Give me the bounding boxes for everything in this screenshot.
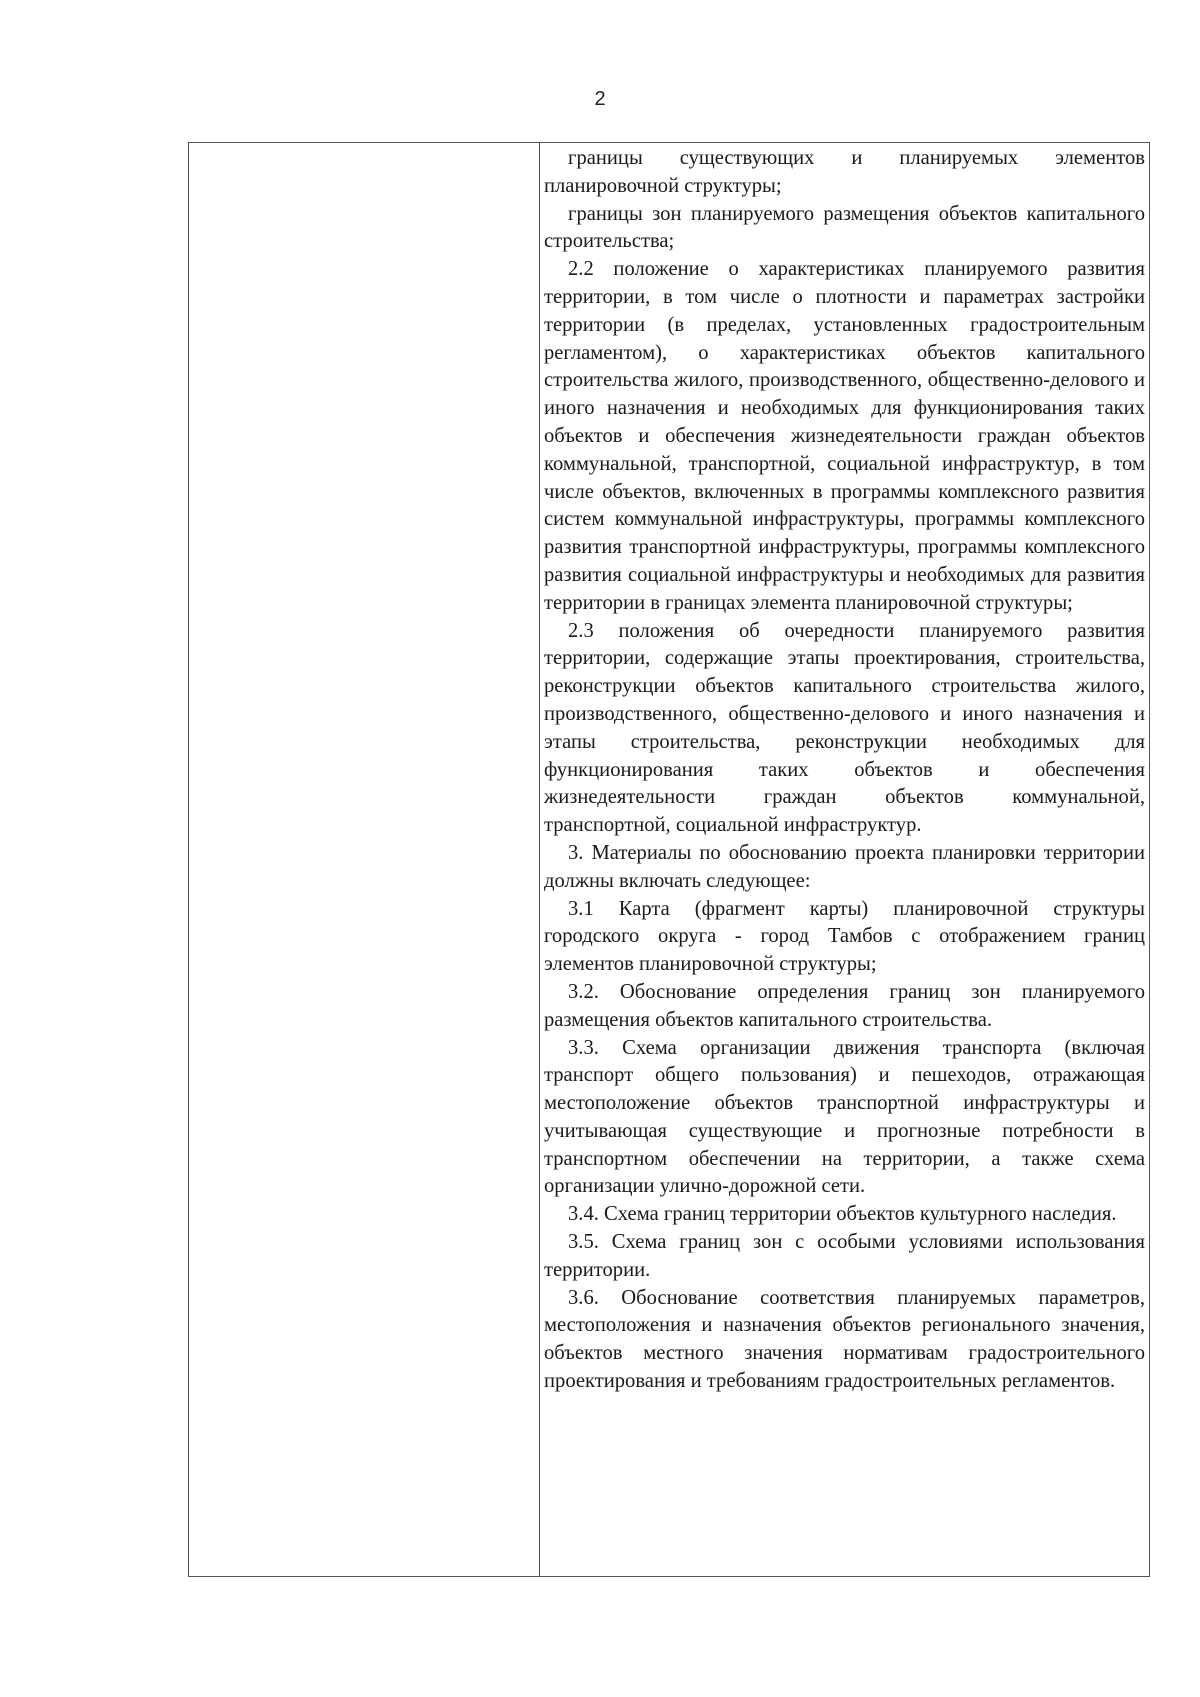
paragraph-3-1: 3.1 Карта (фрагмент карты) планировочной структуры городского округа - город Тамбов с отображением границ элементов планировочной структуры; (544, 897, 1145, 976)
paragraph-3: 3. Материалы по обоснованию проекта планировки территории должны включать следующее: (544, 841, 1145, 892)
table-cell-left-empty (189, 143, 540, 1577)
paragraph-3-6: 3.6. Обоснование соответствия планируемых параметров, местоположения и назначения объектов регионального значения, объектов местного значения нормативам градостроительного проектирования и требованиям градостроительных регламентов. (544, 1286, 1145, 1393)
table-row (189, 143, 1150, 1577)
paragraph-boundaries-zones: границы зон планируемого размещения объектов капитального строительства; (544, 202, 1145, 253)
table-cell-right-text (540, 143, 1150, 1577)
page-number: 2 (594, 88, 606, 110)
paragraph-2-3: 2.3 положения об очередности планируемого развития территории, содержащие этапы проектирования, строительства, реконструкции объектов капитального строительства жилого, производственного, общественно-делового и иного назначения и этапы строительства, реконструкции необходимых для функционирования таких объектов и обеспечения жизнедеятельности граждан объектов коммунальной, транспортной, социальной инфраструктур. (544, 619, 1145, 837)
paragraph-boundaries-elements: границы существующих и планируемых элементов планировочной структуры; (544, 147, 1145, 197)
paragraph-3-5: 3.5. Схема границ зон с особыми условиями использования территории. (544, 1231, 1145, 1281)
paragraph-3-3: 3.3. Схема организации движения транспорта (включая транспорт общего пользования) и пешеходов, отражающая местоположение объектов транспортной инфраструктуры и учитывающая существующие и прогнозные потребности в транспортном обеспечении на территории, а также схема организации улично-дорожной сети. (544, 1036, 1145, 1198)
requirements-table (188, 142, 1150, 1577)
paragraph-2-2: 2.2 положение о характеристиках планируемого развития территории, в том числе о плотности и параметрах застройки территории (в пределах, установленных градостроительным регламентом), о характеристиках объектов капитального строительства жилого, производственного, общественно-делового и иного назначения и необходимых для функционирования таких объектов и обеспечения жизнедеятельности граждан объектов коммунальной, транспортной, социальной инфраструктур, в том числе объектов, включенных в программы комплексного развития систем коммунальной инфраструктуры, программы комплексного развития транспортной инфраструктуры, программы комплексного развития социальной инфраструктуры и необходимых для развития территории в границах элемента планировочной структуры; (544, 258, 1145, 614)
paragraph-3-2: 3.2. Обоснование определения границ зон планируемого размещения объектов капитального строительства. (544, 980, 1145, 1031)
paragraph-3-4: 3.4. Схема границ территории объектов культурного наследия. (568, 1203, 1117, 1226)
